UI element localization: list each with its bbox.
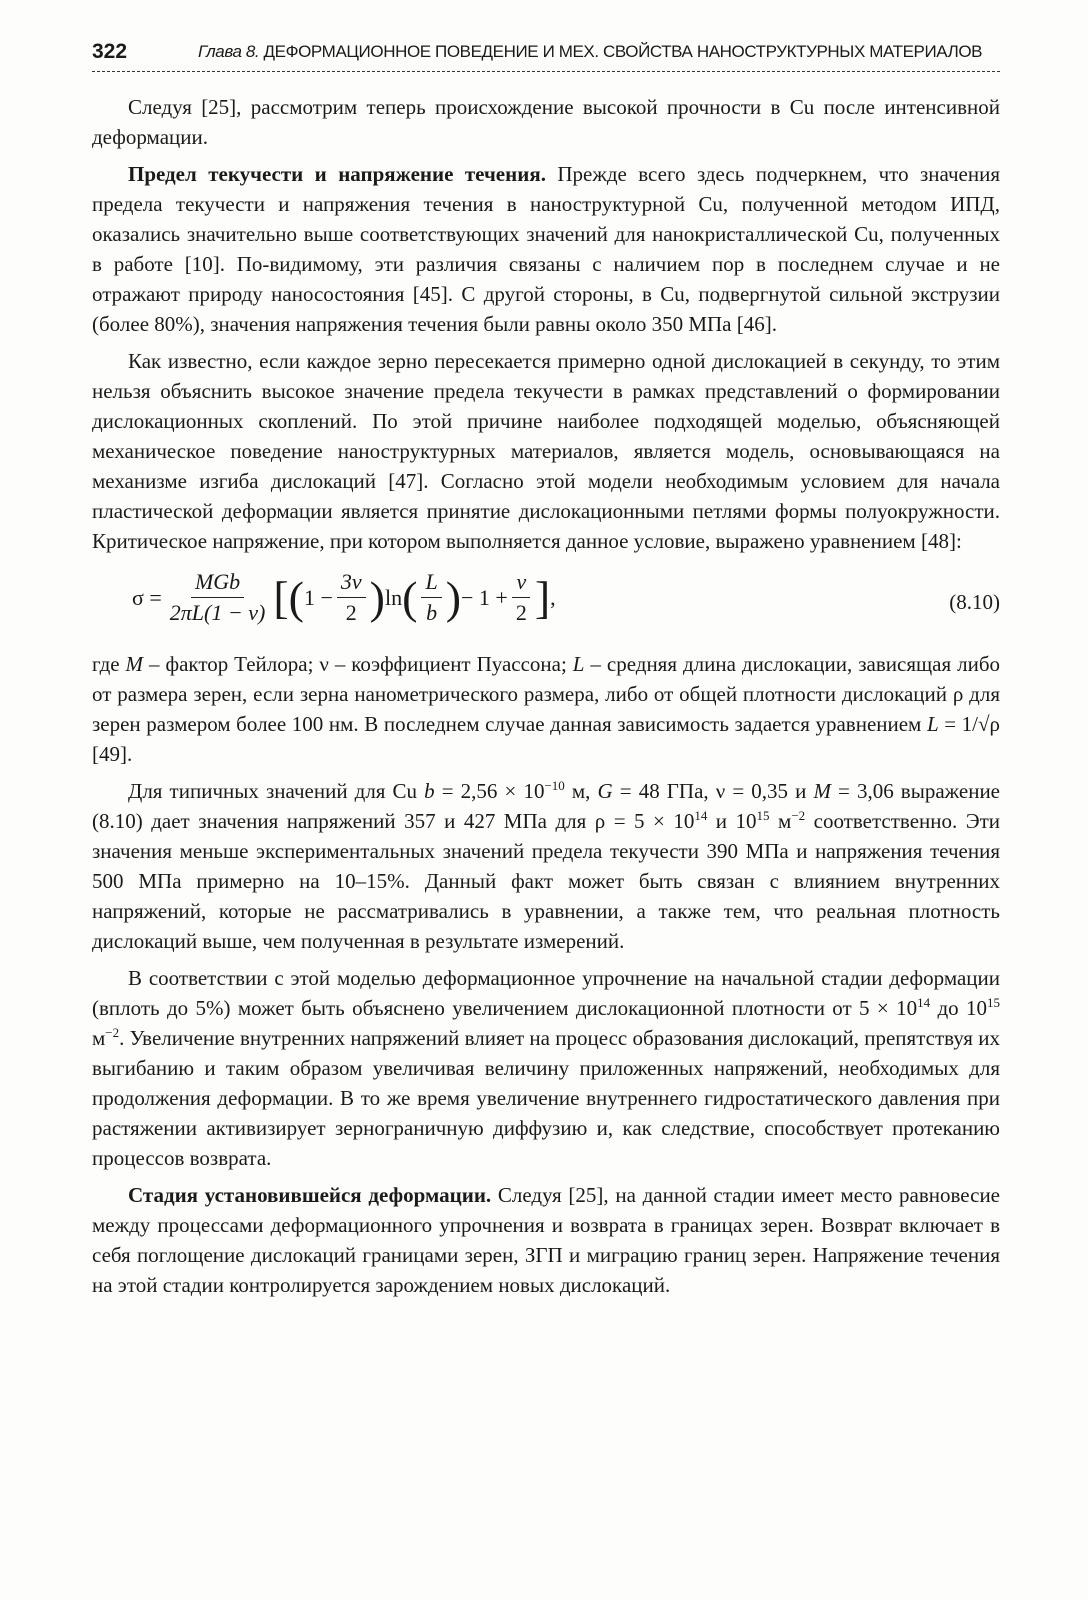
p5-var-b: b	[424, 779, 435, 803]
p5-var-g: G	[597, 779, 613, 803]
paragraph-3: Как известно, если каждое зерно пересекается примерно одной дислокацией в секунду, то этим нельзя объяснить высокое значение предела текучести в рамках представлений о формировании дислокационных скоплений. По этой причине наиболее подходящей моделью, объясняющей механическое поведение наноструктурных материалов, является модель, основывающаяся на механизме изгиба дислокаций [47]. Согласно этой модели необходимым условием для начала пластической деформации является принятие дислокационными петлями формы полуокружности. Критическое напряжение, при котором выполняется данное условие, выражено уравнением [48]:	[92, 349, 1000, 553]
p4-var-l2: L	[926, 712, 939, 736]
p5-f: и 10	[707, 809, 757, 833]
eq-paren2-close: )	[445, 571, 462, 623]
eq-one-minus: 1 −	[303, 584, 333, 610]
paragraph-7-text: Следуя [25], на данной стадии имеет место равновесие между процессами деформационного упрочнения и возврата в границах зерен. Возврат включает в себя поглощение дислокаций границами зерен, ЗГП и миграцию границ зерен. Напряжение течения на этой стадии контролируется зарождением новых дислокаций.	[92, 1183, 1001, 1297]
equation-8-10	[92, 563, 1000, 639]
p5-e: = 3,06 выражение (8.10) дает значения напряжений 357 и 427 МПа для ρ = 5 × 10	[92, 779, 1001, 833]
p5-d: = 48 ГПа, ν = 0,35 и	[612, 779, 814, 803]
paragraph-7	[92, 1180, 1000, 1300]
eq-frac-v2-den: 2	[515, 600, 527, 625]
eq-frac-3v2-den: 2	[345, 600, 357, 625]
paragraph-4	[92, 649, 1000, 769]
paragraph-6	[92, 963, 1000, 1173]
eq-frac-lb-den: b	[426, 600, 438, 625]
eq-frac-main	[166, 567, 270, 628]
p5-exp1: −10	[544, 778, 565, 793]
page-number: 322	[92, 40, 128, 63]
eq-tail: − 1 +	[461, 584, 508, 610]
p6-d: . Увеличение внутренних напряжений влияет на процесс образования дислокаций, препятствуя их выгибанию и таким образом увеличивая величину приложенных напряжений, необходимых для продолжения деформации. В то же время увеличение внутреннего гидростатического давления при растяжении активизирует зернограничную диффузию и, как следствие, способствует протеканию процессов возврата.	[92, 1026, 1000, 1170]
eq-frac-lb	[421, 567, 441, 628]
p6-b: до 10	[930, 996, 987, 1020]
p5-exp2: 14	[694, 808, 708, 823]
p6-exp1: 14	[917, 995, 931, 1010]
eq-comma: ,	[550, 584, 556, 610]
p5-c: м,	[564, 779, 598, 803]
eq-bracket-close: ]	[534, 571, 551, 623]
eq-paren-close: )	[369, 571, 385, 623]
eq-frac-v2	[512, 567, 531, 628]
running-header	[92, 40, 1000, 70]
p4-var-l: L	[572, 652, 585, 676]
p6-exp3: −2	[105, 1025, 120, 1040]
p5-var-m: M	[813, 779, 831, 803]
p4-d: = 1/√ρ [49].	[92, 712, 1000, 766]
eq-frac-main-num: MGb	[191, 567, 244, 598]
section-heading-yield: Предел текучести и напряжение течения.	[128, 162, 546, 186]
p4-var-m: M	[125, 652, 144, 676]
p5-exp4: −2	[791, 808, 806, 823]
eq-frac-v2-num: ν	[512, 567, 530, 598]
p5-a: Для типичных значений для Cu	[128, 779, 425, 803]
paragraph-5	[92, 776, 1000, 956]
equation-number: (8.10)	[949, 590, 1000, 614]
p6-exp2: 15	[987, 995, 1000, 1010]
p5-h: соответственно. Эти значения меньше экспериментальных значений предела текучести 390 МПа и напряжения течения 500 МПа примерно на 10–15%. Данный факт может быть связан с влиянием внутренних напряжений, которые не рассматривались в уравнении, а также тем, что реальная плотность дислокаций выше, чем полученная в результате измерений.	[92, 809, 1000, 953]
p4-a: где	[92, 652, 126, 676]
paragraph-2	[92, 159, 1000, 339]
eq-frac-3v2-num: 3ν	[337, 567, 366, 598]
eq-paren-open: (	[288, 571, 304, 623]
paragraph-1: Следуя [25], рассмотрим теперь происхождение высокой прочности в Cu после интенсивной деформации.	[92, 95, 1000, 149]
equation-body	[132, 567, 556, 628]
paragraph-2-text: Прежде всего здесь подчеркнем, что значения предела текучести и напряжения течения в наноструктурной Cu, полученной методом ИПД, оказались значительно выше соответствующих значений для нанокристаллической Cu, полученных в работе [10]. По-видимому, эти различия связаны с наличием пор в последнем случае и не отражают природу наносостояния [45]. С другой стороны, в Cu, подвергнутой сильной экструзии (более 80%), значения напряжения течения были равны около 350 МПа [46].	[92, 162, 1000, 336]
eq-frac-3v2	[337, 567, 366, 628]
body-text	[92, 92, 1000, 1307]
eq-frac-main-den: 2πL(1 − ν)	[169, 600, 266, 625]
running-title	[198, 42, 982, 62]
chapter-label: Глава 8.	[198, 42, 260, 61]
p6-a: В соответствии с этой моделью деформационное упрочнение на начальной стадии деформации (вплоть до 5%) может быть объяснено увеличением дислокационной плотности от 5 × 10	[92, 966, 1000, 1020]
p5-b: = 2,56 × 10	[434, 779, 545, 803]
section-heading-steady: Стадия установившейся деформации.	[128, 1183, 492, 1207]
eq-frac-lb-num: L	[421, 567, 441, 598]
chapter-title: ДЕФОРМАЦИОННОЕ ПОВЕДЕНИЕ И МЕХ. СВОЙСТВА НАНОСТРУКТУРНЫХ МАТЕРИАЛОВ	[263, 42, 983, 61]
p5-exp3: 15	[756, 808, 770, 823]
p4-c: – средняя длина дислокации, зависящая либо от размера зерен, если зерна нанометрического размера, либо от общей плотности дислокаций ρ для зерен размером более 100 нм. В последнем случае данная зависимость задается уравнением	[92, 652, 1001, 736]
p4-b: – фактор Тейлора; ν – коэффициент Пуассона;	[143, 652, 573, 676]
p6-c: м	[92, 1026, 106, 1050]
eq-bracket-open: [	[273, 571, 289, 623]
eq-lhs: σ =	[132, 584, 162, 610]
eq-ln: ln	[384, 584, 403, 610]
header-rule	[92, 71, 1000, 72]
eq-paren2-open: (	[402, 571, 418, 623]
p5-g: м	[769, 809, 792, 833]
